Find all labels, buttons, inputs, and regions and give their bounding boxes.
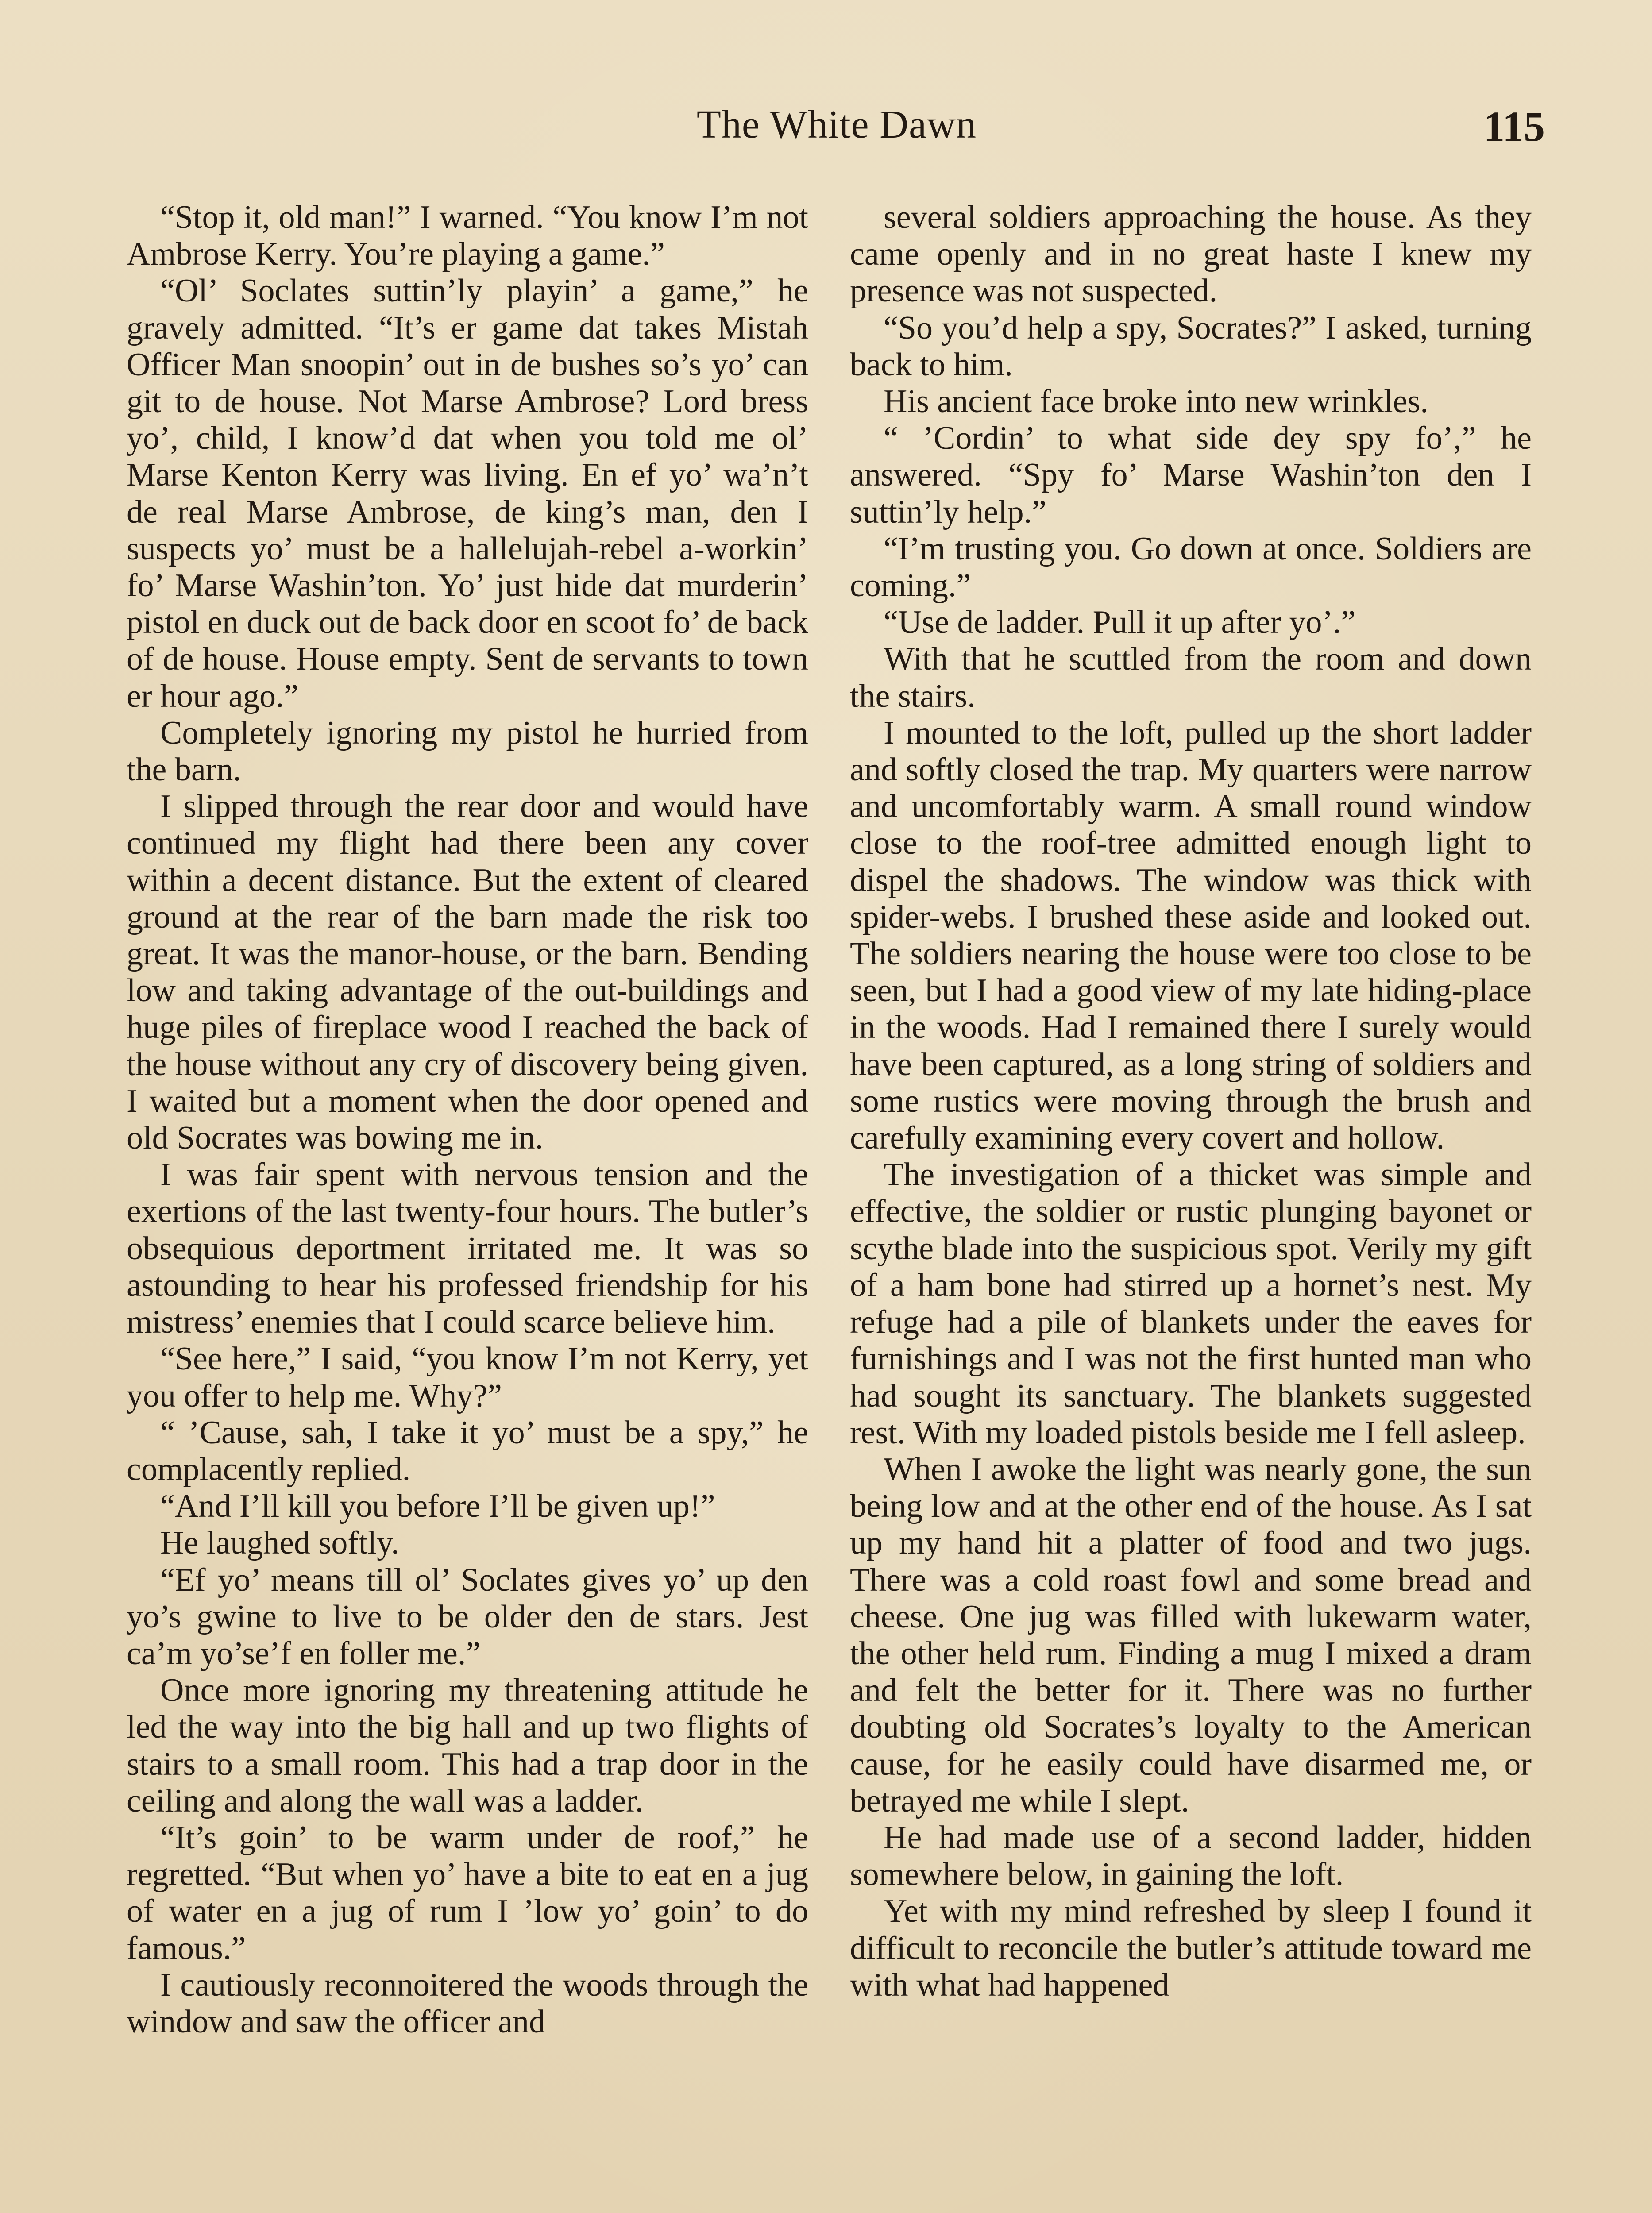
page-number: 115 [1483, 103, 1545, 150]
paragraph: “So you’d help a spy, Socrates?” I asked, turning back to him. [850, 309, 1532, 383]
paragraph: Once more ignoring my threatening attitude he led the way into the big hall and up two flights of stairs to a small room. This had a trap door in the ceiling and along the wall was a ladder. [127, 1672, 808, 1819]
paragraph: “And I’ll kill you before I’ll be given up!” [160, 1488, 715, 1525]
paragraph: He had made use of a second ladder, hidden somewhere below, in gaining the loft. [850, 1819, 1532, 1893]
paragraph: “It’s goin’ to be warm under de roof,” he regretted. “But when yo’ have a bite to eat en a jug of water en a jug of rum I ’low yo’ goin’ to do famous.” [127, 1819, 808, 1966]
paragraph: Yet with my mind refreshed by sleep I found it difficult to reconcile the butler’s attitude toward me with what had happened [850, 1893, 1532, 2003]
paragraph: “Use de ladder. Pull it up after yo’.” [884, 604, 1356, 641]
paragraph: “See here,” I said, “you know I’m not Kerry, yet you offer to help me. Why?” [127, 1341, 808, 1414]
paragraph: Completely ignoring my pistol he hurried from the barn. [127, 714, 808, 788]
paragraph: “Ef yo’ means till ol’ Soclates gives yo’ up den yo’s gwine to live to be older den de stars. Jest ca’m yo’se’f en foller me.” [127, 1561, 808, 1672]
paragraph: “Ol’ Soclates suttin’ly playin’ a game,” he gravely admitted. “It’s er game dat takes Mistah Officer Man snoopin’ out in de bushes so’s yo’ can git to de house. Not Marse Ambrose? Lord bress yo’, child, I know’d dat when you told me ol’ Marse Kenton Kerry was living. En ef yo’ wa’n’t de real Marse Ambrose, de king’s man, den I suspects yo’ must be a hallelujah-rebel a-workin’ fo’ Marse Washin’ton. Yo’ just hide dat murderin’ pistol en duck out de back door en scoot fo’ de back of de house. House empty. Sent de servants to town er hour ago.” [127, 273, 808, 714]
running-title: The White Dawn [696, 103, 977, 147]
paragraph: I cautiously reconnoitered the woods through the window and saw the officer and [127, 1966, 808, 2040]
left-column [127, 199, 808, 2040]
paragraph: When I awoke the light was nearly gone, the sun being low and at the other end of the house. As I sat up my hand hit a platter of food and two jugs. There was a cold roast fowl and some bread and cheese. One jug was filled with lukewarm water, the other held rum. Finding a mug I mixed a dram and felt the better for it. There was no further doubting old Socrates’s loyalty to the American cause, for he easily could have disarmed me, or betrayed me while I slept. [850, 1451, 1532, 1819]
paragraph: I was fair spent with nervous tension and the exertions of the last twenty-four hours. The butler’s obsequious deportment irritated me. It was so astounding to hear his professed friendship for his mistress’ enemies that I could scarce believe him. [127, 1157, 808, 1341]
paragraph: “Stop it, old man!” I warned. “You know I’m not Ambrose Kerry. You’re playing a game.” [127, 199, 808, 273]
paragraph: The investigation of a thicket was simple and effective, the soldier or rustic plunging bayonet or scythe blade into the suspicious spot. Verily my gift of a ham bone had stirred up a hornet’s nest. My refuge had a pile of blankets under the eaves for furnishings and I was not the first hunted man who had sought its sanctuary. The blankets suggested rest. With my loaded pistols beside me I fell asleep. [850, 1157, 1532, 1451]
right-column [850, 199, 1532, 2004]
paragraph: “ ’Cause, sah, I take it yo’ must be a spy,” he complacently replied. [127, 1414, 808, 1488]
paragraph: several soldiers approaching the house. As they came openly and in no great haste I knew my presence was not suspected. [850, 199, 1532, 309]
paragraph: “ ’Cordin’ to what side dey spy fo’,” he answered. “Spy fo’ Marse Washin’ton den I suttin’ly help.” [850, 420, 1532, 530]
page-header [128, 102, 1545, 164]
paragraph: He laughed softly. [160, 1525, 399, 1561]
paragraph: “I’m trusting you. Go down at once. Soldiers are coming.” [850, 530, 1532, 604]
paragraph: I slipped through the rear door and would have continued my flight had there been any cover within a decent distance. But the extent of cleared ground at the rear of the barn made the risk too great. It was the manor-house, or the barn. Bending low and taking advantage of the out-buildings and huge piles of fireplace wood I reached the back of the house without any cry of discovery being given. I waited but a moment when the door opened and old Socrates was bowing me in. [127, 788, 808, 1157]
paragraph: I mounted to the loft, pulled up the short ladder and softly closed the trap. My quarters were narrow and uncomfortably warm. A small round window close to the roof-tree admitted enough light to dispel the shadows. The window was thick with spider-webs. I brushed these aside and looked out. The soldiers nearing the house were too close to be seen, but I had a good view of my late hiding-place in the woods. Had I remained there I surely would have been captured, as a long string of soldiers and some rustics were moving through the brush and carefully examining every covert and hollow. [850, 714, 1532, 1157]
paragraph: His ancient face broke into new wrinkles. [884, 383, 1428, 420]
paragraph: With that he scuttled from the room and down the stairs. [850, 641, 1532, 714]
